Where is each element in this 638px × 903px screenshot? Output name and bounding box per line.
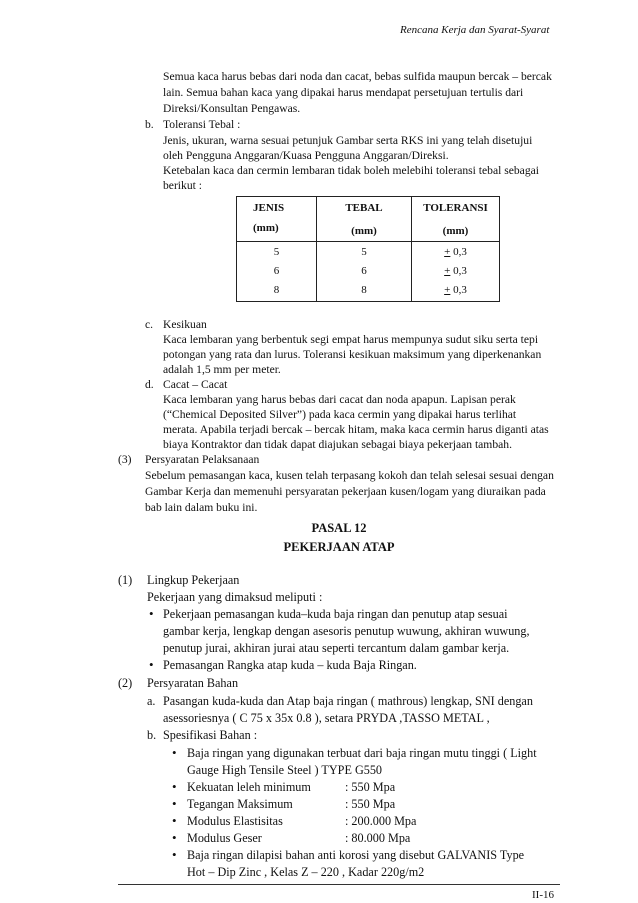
spec-last-line-2: Hot – Dip Zinc , Kelas Z – 220 , Kadar 220g/m2 <box>187 865 425 879</box>
intro-line-2: lain. Semua bahan kaca yang dipakai harus mendapat persetujuan tertulis dari <box>163 86 524 99</box>
table-row <box>237 242 500 302</box>
table-header-tebal-unit: (mm) <box>351 224 377 237</box>
bullet-dot-icon: • <box>172 779 177 794</box>
intro-line-3: Direksi/Konsultan Pengawas. <box>163 102 301 115</box>
plus-minus-sign: + <box>444 246 451 258</box>
pasal-title: PASAL 12 <box>311 521 367 535</box>
spec-name: Tegangan Maksimum <box>187 797 293 811</box>
section-2-item-a-label: a. <box>147 694 156 708</box>
tolerance-table <box>236 196 500 302</box>
toleransi-value <box>413 262 498 281</box>
section-2-title: Persyaratan Bahan <box>147 676 239 690</box>
section-1-bullet-1-line-2: gambar kerja, lengkap dengan asesoris penutup wuwung, akhiran wuwung, <box>163 624 530 638</box>
spec-name: Modulus Geser <box>187 831 262 845</box>
jenis-value: 6 <box>273 265 280 277</box>
toleransi-number: 0,3 <box>450 284 467 296</box>
table-header-tebal-text: TEBAL <box>345 201 383 214</box>
item-b-line-1: Jenis, ukuran, warna sesuai petunjuk Gambar serta RKS ini yang telah disetujui <box>163 134 533 147</box>
item-b-line-3: Ketebalan kaca dan cermin lembaran tidak boleh melebihi toleransi tebal sebagai <box>163 164 539 177</box>
item-b-line-4: berikut : <box>163 179 202 192</box>
bullet-dot-icon: • <box>172 847 177 862</box>
intro-line-1: Semua kaca harus bebas dari noda dan cacat, bebas sulfida maupun bercak – bercak <box>163 70 552 83</box>
spec-value: : 550 Mpa <box>345 797 396 811</box>
section-1-bullet-1-line-3: penutup jurai, akhiran jurai atau seperti tercantum dalam gambar kerja. <box>163 641 510 655</box>
bullet-dot-icon: • <box>172 796 177 811</box>
bullet-dot-icon: • <box>172 830 177 845</box>
running-header: Rencana Kerja dan Syarat-Syarat <box>400 24 550 36</box>
section-1-title: Lingkup Pekerjaan <box>147 573 240 587</box>
bullet-dot-icon: • <box>149 657 154 672</box>
spec-last-line-1: Baja ringan dilapisi bahan anti korosi yang disebut GALVANIS Type <box>187 848 525 862</box>
table-cell-tebal <box>317 242 412 302</box>
plus-minus-sign: + <box>444 284 451 296</box>
tebal-value: 5 <box>361 246 367 258</box>
item-d-label: d. <box>145 378 154 391</box>
section-2-number: (2) <box>118 676 133 690</box>
section-1-bullet-2: Pemasangan Rangka atap kuda – kuda Baja Ringan. <box>163 658 417 672</box>
item-b-label: b. <box>145 118 154 131</box>
toleransi-number: 0,3 <box>450 265 467 277</box>
table-cell-toleransi <box>412 242 500 302</box>
section-2-item-b-label: b. <box>147 728 157 742</box>
pasal-subtitle: PEKERJAAN ATAP <box>283 540 395 554</box>
item-d-line-4: biaya Kontraktor dan tidak dapat diajukan sebagai biaya pekerjaan tambah. <box>163 438 512 451</box>
item-d-line-3: merata. Apabila terjadi bercak – bercak hitam, maka kaca cermin harus diganti atas <box>163 423 549 436</box>
page-number: II-16 <box>532 889 554 901</box>
tebal-value: 6 <box>361 265 367 277</box>
spec-value: : 80.000 Mpa <box>345 831 411 845</box>
section-1-intro: Pekerjaan yang dimaksud meliputi : <box>147 590 323 604</box>
table-header-jenis <box>237 197 317 242</box>
jenis-value: 8 <box>273 284 280 296</box>
section-3-number: (3) <box>118 453 132 466</box>
section-3-line-1: Sebelum pemasangan kaca, kusen telah terpasang kokoh dan telah selesai sesuai dengan <box>145 469 554 482</box>
item-c-line-1: Kaca lembaran yang berbentuk segi empat harus mempunya sudut siku serta tepi <box>163 333 539 346</box>
spec-name: Modulus Elastisitas <box>187 814 283 828</box>
footer-divider <box>118 884 560 885</box>
tebal-value: 8 <box>361 284 367 296</box>
toleransi-value <box>413 281 498 300</box>
section-1-number: (1) <box>118 573 133 587</box>
bullet-dot-icon: • <box>149 606 154 621</box>
section-3-title: Persyaratan Pelaksanaan <box>145 453 260 466</box>
item-d-title: Cacat – Cacat <box>163 378 228 391</box>
spec-value: : 550 Mpa <box>345 780 396 794</box>
table-header-tebal <box>317 197 412 242</box>
section-2-item-b-title: Spesifikasi Bahan : <box>163 728 258 742</box>
table-header-toleransi-text: TOLERANSI <box>423 201 488 214</box>
item-c-title: Kesikuan <box>163 318 207 331</box>
jenis-value: 5 <box>273 246 280 258</box>
table-header-toleransi-unit: (mm) <box>442 224 469 237</box>
bullet-dot-icon: • <box>172 813 177 828</box>
spec-1-line-1: Baja ringan yang digunakan terbuat dari baja ringan mutu tinggi ( Light <box>187 746 537 760</box>
item-c-label: c. <box>145 318 154 331</box>
item-d-line-1: Kaca lembaran yang harus bebas dari cacat dan noda apapun. Lapisan perak <box>163 393 516 406</box>
bullet-dot-icon: • <box>172 745 177 760</box>
spec-value: : 200.000 Mpa <box>345 814 417 828</box>
item-b-line-2: oleh Pengguna Anggaran/Kuasa Pengguna Anggaran/Direksi. <box>163 149 449 162</box>
spec-name: Kekuatan leleh minimum <box>187 780 311 794</box>
section-2-item-a-line-1: Pasangan kuda-kuda dan Atap baja ringan ( mathrous) lengkap, SNI dengan <box>163 694 533 708</box>
section-1-bullet-1-line-1: Pekerjaan pemasangan kuda–kuda baja ringan dan penutup atap sesuai <box>163 607 508 621</box>
toleransi-number: 0,3 <box>450 246 467 258</box>
item-c-line-2: potongan yang rata dan lurus. Toleransi kesikuan maksimum yang diperkenankan <box>163 348 542 361</box>
toleransi-value <box>413 243 498 262</box>
section-3-line-3: bab lain dalam buku ini. <box>145 501 258 514</box>
table-header-jenis-text: JENIS <box>253 202 285 214</box>
item-b-title: Toleransi Tebal : <box>163 118 241 131</box>
item-c-line-3: adalah 1,5 mm per meter. <box>163 363 281 376</box>
table-cell-jenis <box>237 242 317 302</box>
section-3-line-2: Gambar Kerja dan memenuhi persyaratan pekerjaan kusen/logam yang diuraikan pada <box>145 485 546 498</box>
table-header-toleransi <box>412 197 500 242</box>
table-header-jenis-unit: (mm) <box>253 222 279 234</box>
plus-minus-sign: + <box>444 265 451 277</box>
spec-1-line-2: Gauge High Tensile Steel ) TYPE G550 <box>187 763 383 777</box>
section-2-item-a-line-2: asessoriesnya ( C 75 x 35x 0.8 ), setara PRYDA ,TASSO METAL , <box>163 711 490 725</box>
item-d-line-2: (“Chemical Deposited Silver”) pada kaca cermin yang dipakai harus terlihat <box>163 408 517 421</box>
